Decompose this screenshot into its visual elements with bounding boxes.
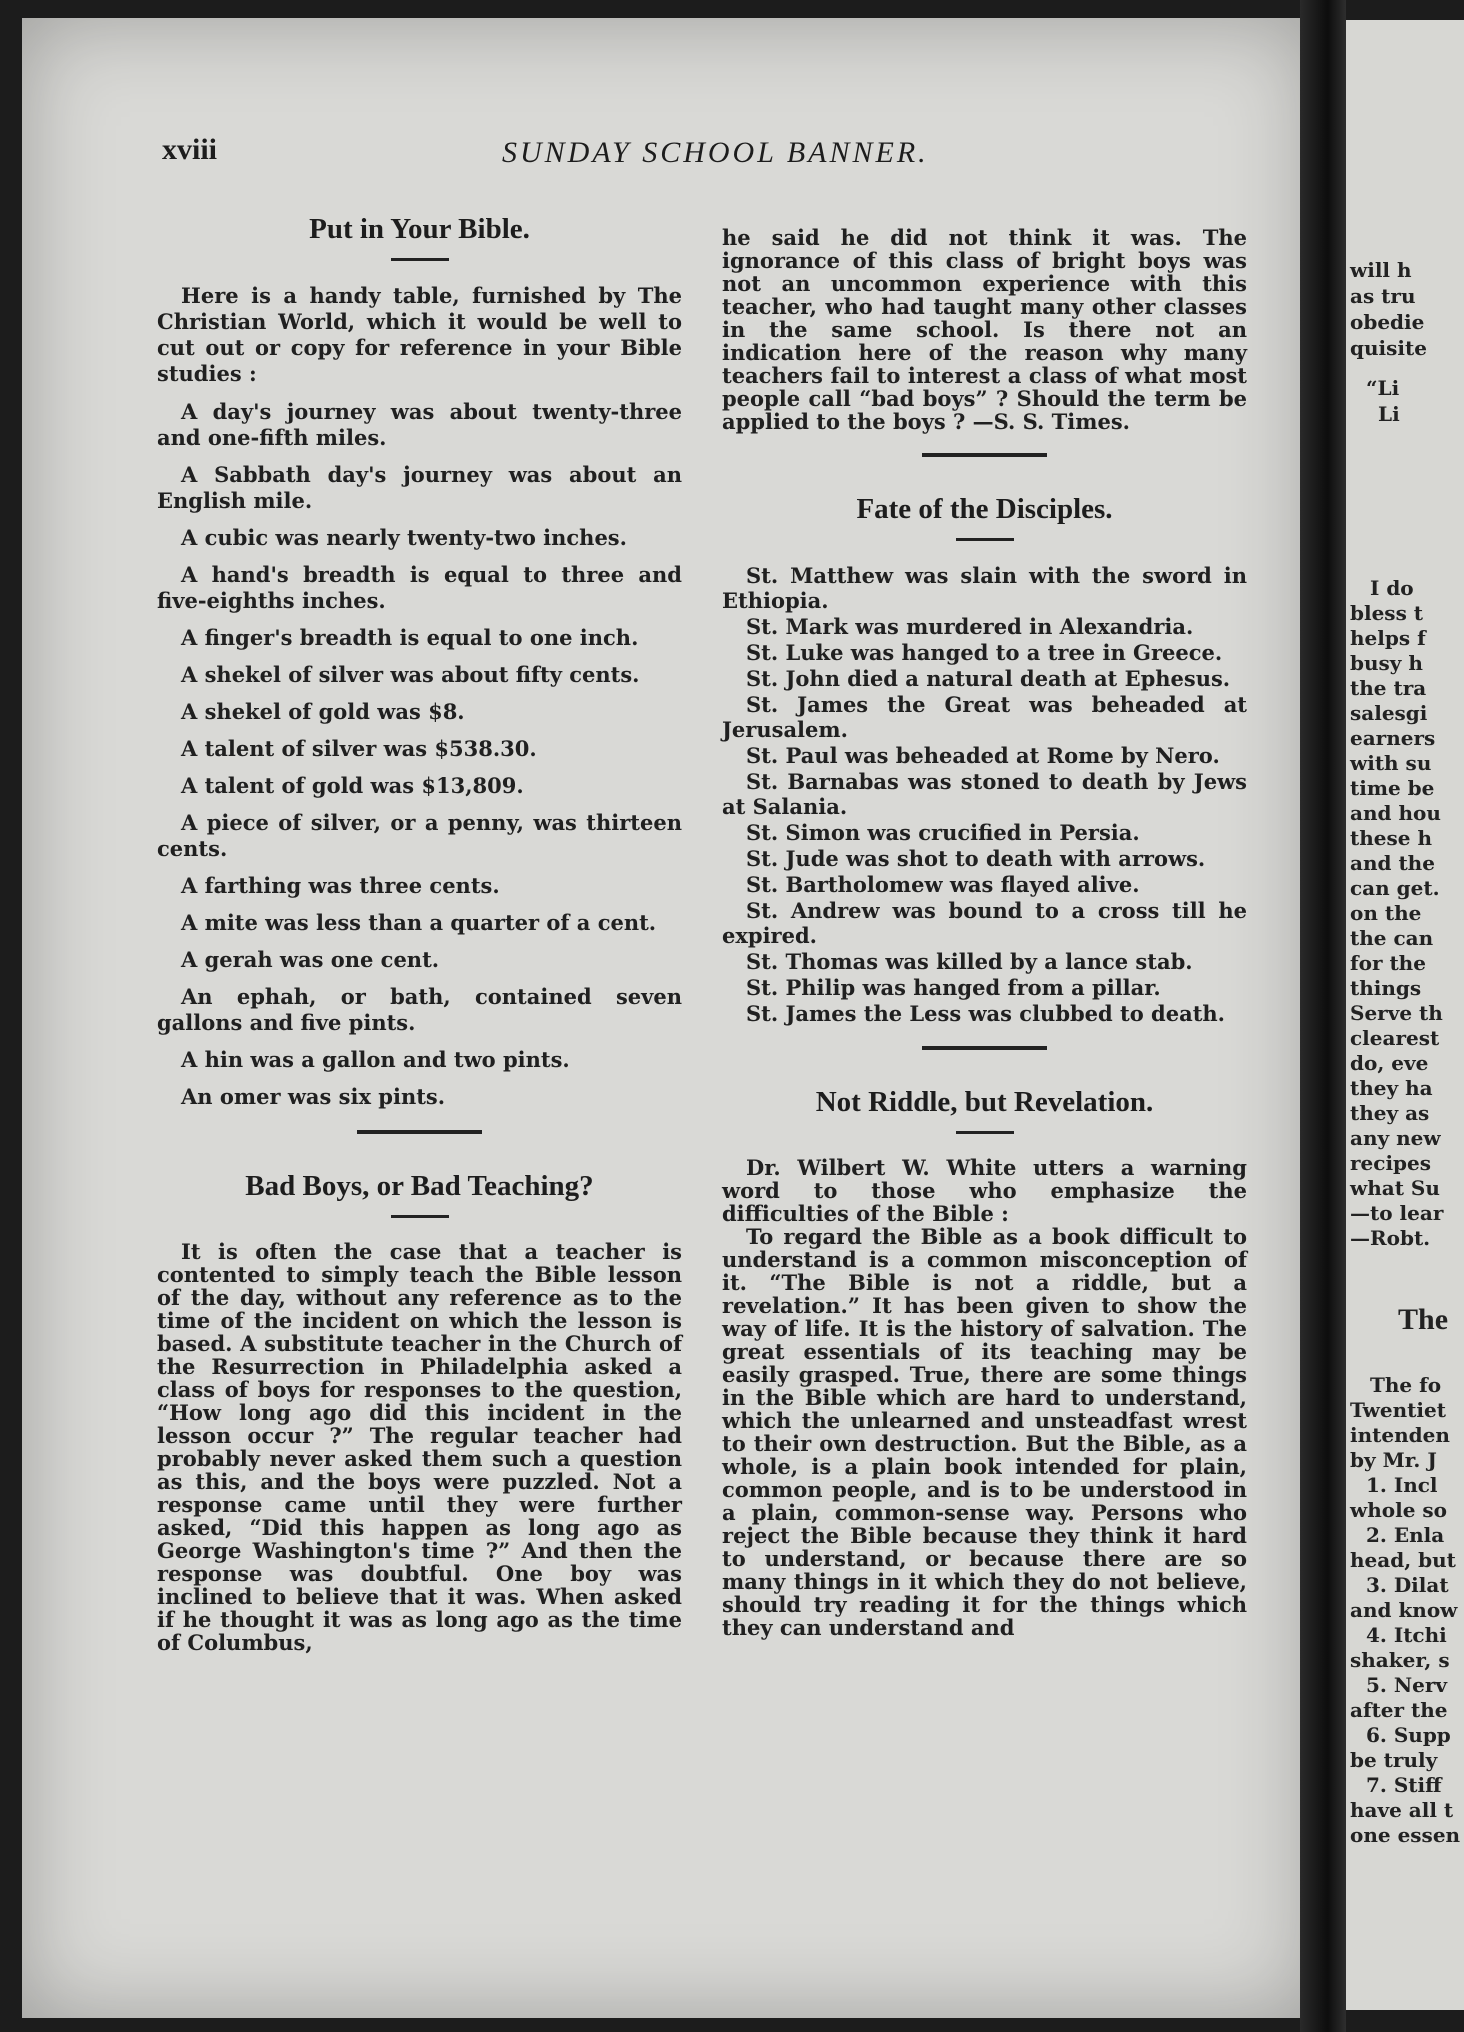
- fragment-heading: The: [1398, 1303, 1449, 1336]
- fragment-line: bless t: [1350, 601, 1424, 625]
- page: [22, 18, 1312, 2018]
- list-item: St. Simon was crucified in Persia.: [746, 820, 1140, 845]
- article-continuation: he said he did not think it was. The ignorance of this class of bright boys was not an uncommon experience with this teacher, who had taught many other classes in the same school. Is there not an indication here of the reason why many teachers fail to interest a class of what most people call “bad boys” ? Should the term be applied to the boys ? —S. S. Times.: [722, 225, 1247, 434]
- fragment-line: time be: [1350, 776, 1435, 800]
- title-rule: [391, 258, 449, 261]
- fragment-line: by Mr. J: [1350, 1448, 1437, 1472]
- fragment-line: 7. Stiff: [1366, 1773, 1442, 1797]
- fragment-line: for the: [1350, 951, 1426, 975]
- fragment-line: and hou: [1350, 801, 1441, 825]
- running-title: SUNDAY SCHOOL BANNER.: [502, 136, 929, 169]
- list-item: A hand's breadth is equal to three and five-eighths inches.: [157, 562, 682, 613]
- article-intro: Dr. Wilbert W. White utters a warning word to those who emphasize the difficulties of the Bible :: [722, 1155, 1247, 1226]
- list-item: A finger's breadth is equal to one inch.: [181, 625, 639, 650]
- list-item: A day's journey was about twenty-three and one-fifth miles.: [157, 399, 682, 450]
- list-item: A Sabbath day's journey was about an English mile.: [157, 462, 682, 513]
- fragment-line: can get.: [1350, 876, 1440, 900]
- right-column: [722, 226, 1247, 1639]
- article-fate-of-disciples: [722, 493, 1247, 1026]
- article-title: Fate of the Disciples.: [856, 493, 1113, 525]
- fragment-line: have all t: [1350, 1798, 1454, 1822]
- fragment-line: —Robt.: [1350, 1226, 1431, 1250]
- fragment-line: intenden: [1350, 1423, 1450, 1447]
- list-item: St. James the Less was clubbed to death.: [746, 1001, 1225, 1026]
- page-number: xviii: [162, 133, 218, 166]
- fragment-line: 3. Dilat: [1366, 1573, 1449, 1597]
- book-gutter: [1300, 0, 1346, 2032]
- list-item: A shekel of silver was about fifty cents.: [181, 662, 640, 687]
- fragment-line: as tru: [1350, 284, 1416, 308]
- fragment-line: do, eve: [1350, 1051, 1429, 1075]
- fragment-line: recipes: [1350, 1151, 1432, 1175]
- fragment-line: the can: [1350, 926, 1434, 950]
- section-divider: [922, 1046, 1047, 1050]
- list-item: A piece of silver, or a penny, was thirteen cents.: [157, 810, 682, 861]
- list-item: St. Barnabas was stoned to death by Jews at Salania.: [722, 769, 1247, 819]
- list-item: St. Jude was shot to death with arrows.: [746, 846, 1206, 871]
- adjacent-page-fragment: [1346, 20, 1464, 2010]
- list-item: St. James the Great was beheaded at Jerusalem.: [722, 692, 1247, 742]
- fragment-line: they ha: [1350, 1076, 1433, 1100]
- list-item: St. Philip was hanged from a pillar.: [746, 975, 1161, 1000]
- fragment-line: after the: [1350, 1698, 1448, 1722]
- fragment-line: helps f: [1350, 626, 1426, 650]
- fragment-line: what Su: [1350, 1176, 1440, 1200]
- fragment-line: whole so: [1350, 1498, 1447, 1522]
- left-column: [157, 213, 682, 1654]
- fragment-line: and the: [1350, 851, 1435, 875]
- article-not-riddle: [722, 1086, 1247, 1639]
- fragment-line: and know: [1350, 1598, 1458, 1622]
- fragment-line: busy h: [1350, 651, 1423, 675]
- disciples-list: [722, 563, 1247, 1026]
- list-item: St. Andrew was bound to a cross till he expired.: [722, 898, 1247, 948]
- fragment-line: “Li: [1366, 376, 1400, 400]
- article-intro: Here is a handy table, furnished by The Christian World, which it would be well to cut out or copy for reference in your Bible studies :: [157, 283, 682, 386]
- list-item: St. Bartholomew was flayed alive.: [746, 872, 1140, 897]
- list-item: A mite was less than a quarter of a cent.: [181, 910, 657, 935]
- fragment-line: clearest: [1350, 1026, 1440, 1050]
- fragment-line: 4. Itchi: [1366, 1623, 1447, 1647]
- fragment-line: on the: [1350, 901, 1422, 925]
- fragment-line: Li: [1378, 402, 1400, 426]
- fragment-line: earners: [1350, 726, 1436, 750]
- article-title: Put in Your Bible.: [309, 213, 530, 245]
- fragment-line: one essen: [1350, 1823, 1461, 1847]
- fragment-line: salesgi: [1350, 701, 1428, 725]
- title-rule: [956, 1131, 1014, 1134]
- list-item: An ephah, or bath, contained seven gallons and five pints.: [157, 984, 682, 1035]
- article-bad-boys: [157, 1170, 682, 1654]
- article-body: To regard the Bible as a book difficult to understand is a common misconception of it. “The Bible is not a riddle, but a revelation.” It has been given to show the way of life. It is the history of salvation. The great essentials of its teaching may be easily grasped. True, there are some things in the Bible which are hard to understand, which the unlearned and unsteadfast wrest to their own destruction. But the Bible, as a whole, is a plain book intended for plain, common people, and is to be understood in a plain, common-sense way. Persons who reject the Bible because they think it hard to understand, or because there are so many things in it which they do not believe, should try reading it for the things which they can understand and: [722, 1224, 1247, 1640]
- fragment-line: they as: [1350, 1101, 1430, 1125]
- list-item: St. Mark was murdered in Alexandria.: [746, 614, 1194, 639]
- fragment-line: the tra: [1350, 676, 1427, 700]
- fragment-line: I do: [1370, 576, 1414, 600]
- fragment-line: these h: [1350, 826, 1432, 850]
- list-item: St. Matthew was slain with the sword in Ethiopia.: [722, 563, 1247, 613]
- section-divider: [357, 1130, 482, 1134]
- article-title: Not Riddle, but Revelation.: [815, 1086, 1154, 1118]
- fragment-line: —to lear: [1350, 1201, 1444, 1225]
- list-item: A talent of gold was $13,809.: [181, 773, 524, 798]
- section-divider: [922, 453, 1047, 457]
- article-body: It is often the case that a teacher is contented to simply teach the Bible lesson of the day, without any reference as to the time of the incident on which the lesson is based. A substitute teacher in the Church of the Resurrection in Philadelphia asked a class of boys for responses to the question, “How long ago did this incident in the lesson occur ?” The regular teacher had probably never asked them such a question as this, and the boys were puzzled. Not a response came until they were further asked, “Did this happen as long ago as George Washington's time ?” And then the response was doubtful. One boy was inclined to believe that it was. When asked if he thought it was as long ago as the time of Columbus,: [157, 1239, 682, 1655]
- fragment-line: with su: [1350, 751, 1432, 775]
- title-rule: [391, 1215, 449, 1218]
- fragment-line: obedie: [1350, 310, 1425, 334]
- fragment-line: The fo: [1370, 1373, 1442, 1397]
- article-title: Bad Boys, or Bad Teaching?: [245, 1170, 594, 1202]
- fragment-line: quisite: [1350, 336, 1427, 360]
- article-put-in-your-bible: [157, 213, 682, 1110]
- list-item: A farthing was three cents.: [181, 873, 500, 898]
- fragment-line: 1. Incl: [1366, 1473, 1438, 1497]
- fragment-line: 5. Nerv: [1366, 1673, 1448, 1697]
- list-item: St. Luke was hanged to a tree in Greece.: [746, 640, 1223, 665]
- list-item: A talent of silver was $538.30.: [181, 736, 537, 761]
- fragment-line: any new: [1350, 1126, 1441, 1150]
- list-item: A hin was a gallon and two pints.: [181, 1047, 570, 1072]
- list-item: St. Thomas was killed by a lance stab.: [746, 949, 1193, 974]
- list-item: A cubic was nearly twenty-two inches.: [181, 525, 627, 550]
- fragment-line: shaker, s: [1350, 1648, 1450, 1672]
- list-item: St. Paul was beheaded at Rome by Nero.: [746, 743, 1220, 768]
- list-item: An omer was six pints.: [181, 1084, 446, 1109]
- fragment-line: be truly: [1350, 1748, 1438, 1772]
- fragment-line: 2. Enla: [1366, 1523, 1445, 1547]
- list-item: A gerah was one cent.: [181, 947, 440, 972]
- fragment-line: Serve th: [1350, 1001, 1443, 1025]
- fragment-line: Twentiet: [1350, 1398, 1446, 1422]
- measures-list: [157, 399, 682, 1110]
- fragment-line: things: [1350, 976, 1422, 1000]
- list-item: A shekel of gold was $8.: [181, 699, 465, 724]
- title-rule: [956, 538, 1014, 541]
- fragment-line: head, but: [1350, 1548, 1456, 1572]
- fragment-line: 6. Supp: [1366, 1723, 1451, 1747]
- fragment-line: will h: [1350, 258, 1412, 282]
- list-item: St. John died a natural death at Ephesus.: [746, 666, 1231, 691]
